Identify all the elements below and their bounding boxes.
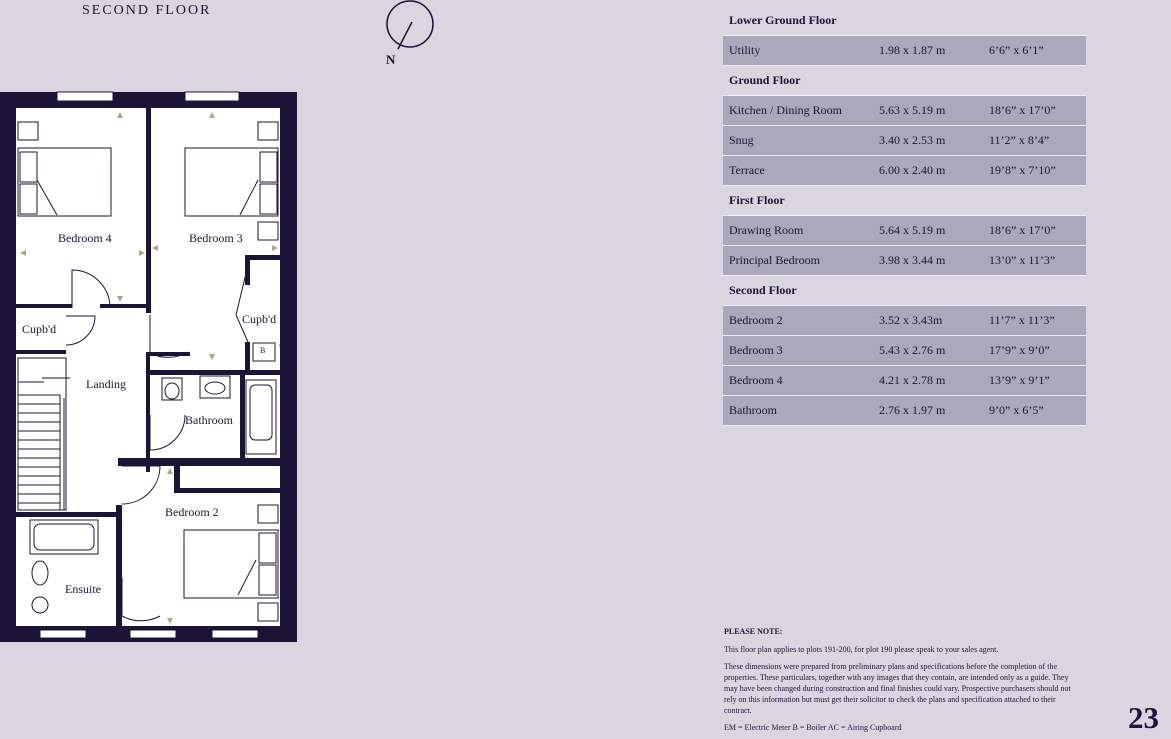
notes-plot-line: This floor plan applies to plots 191-200, for plot 190 please speak to your sales agent. xyxy=(724,645,999,654)
schedule-room-metric: 5.43 x 2.76 m xyxy=(873,336,983,366)
schedule-room-metric: 2.76 x 1.97 m xyxy=(873,396,983,426)
room-label-bedroom-2: Bedroom 2 xyxy=(165,505,219,519)
schedule-room-metric: 5.64 x 5.19 m xyxy=(873,216,983,246)
schedule-room-row xyxy=(723,96,1086,126)
notes-title: PLEASE NOTE: xyxy=(724,627,783,636)
schedule-room-row xyxy=(723,246,1086,276)
room-label-bedroom-4: Bedroom 4 xyxy=(58,231,112,245)
schedule-room-name: Terrace xyxy=(723,156,873,186)
schedule-room-row xyxy=(723,156,1086,186)
schedule-room-imperial: 11’7” x 11’3” xyxy=(983,306,1086,336)
schedule-section-row xyxy=(723,6,1086,36)
schedule-section-name: Lower Ground Floor xyxy=(723,6,1086,36)
schedule-room-imperial: 6’6” x 6’1” xyxy=(983,36,1086,66)
schedule-room-name: Bedroom 3 xyxy=(723,336,873,366)
schedule-room-imperial: 18’6” x 17’0” xyxy=(983,216,1086,246)
schedule-room-metric: 3.98 x 3.44 m xyxy=(873,246,983,276)
schedule-room-row xyxy=(723,306,1086,336)
schedule-room-name: Bedroom 4 xyxy=(723,366,873,396)
schedule-room-metric: 4.21 x 2.78 m xyxy=(873,366,983,396)
schedule-section-row xyxy=(723,276,1086,306)
schedule-room-row xyxy=(723,216,1086,246)
schedule-room-metric: 5.63 x 5.19 m xyxy=(873,96,983,126)
schedule-room-row xyxy=(723,336,1086,366)
floor-plan xyxy=(0,90,300,646)
schedule-room-name: Drawing Room xyxy=(723,216,873,246)
room-label-boiler: B xyxy=(260,346,266,355)
schedule-room-imperial: 13’0” x 11’3” xyxy=(983,246,1086,276)
schedule-room-imperial: 9’0” x 6’5” xyxy=(983,396,1086,426)
schedule-room-row xyxy=(723,396,1086,426)
room-label-bathroom: Bathroom xyxy=(185,413,233,427)
notes-legend: EM = Electric Meter B = Boiler AC = Airing Cupboard xyxy=(724,723,902,732)
schedule-room-metric: 6.00 x 2.40 m xyxy=(873,156,983,186)
room-label-cupboard-left: Cupb'd xyxy=(22,322,57,336)
schedule-section-row xyxy=(723,66,1086,96)
schedule-section-row xyxy=(723,186,1086,216)
schedule-room-row xyxy=(723,126,1086,156)
schedule-room-imperial: 19’8” x 7’10” xyxy=(983,156,1086,186)
schedule-room-imperial: 13’9” x 9’1” xyxy=(983,366,1086,396)
schedule-room-name: Snug xyxy=(723,126,873,156)
schedule-room-imperial: 18’6” x 17’0” xyxy=(983,96,1086,126)
schedule-room-imperial: 17’9” x 9’0” xyxy=(983,336,1086,366)
schedule-room-name: Kitchen / Dining Room xyxy=(723,96,873,126)
floor-title: SECOND FLOOR xyxy=(82,3,212,18)
schedule-room-name: Bedroom 2 xyxy=(723,306,873,336)
schedule-room-name: Utility xyxy=(723,36,873,66)
schedule-room-metric: 3.52 x 3.43m xyxy=(873,306,983,336)
schedule-room-name: Principal Bedroom xyxy=(723,246,873,276)
room-label-landing: Landing xyxy=(86,377,126,391)
compass-north-label: N xyxy=(386,52,396,67)
room-label-cupboard-right: Cupb'd xyxy=(242,312,277,326)
schedule-section-name: Ground Floor xyxy=(723,66,1086,96)
schedule-room-metric: 3.40 x 2.53 m xyxy=(873,126,983,156)
page-number: 23 xyxy=(1128,700,1159,735)
schedule-room-row xyxy=(723,36,1086,66)
schedule-room-name: Bathroom xyxy=(723,396,873,426)
room-label-bedroom-3: Bedroom 3 xyxy=(189,231,243,245)
schedule-room-metric: 1.98 x 1.87 m xyxy=(873,36,983,66)
schedule-section-name: Second Floor xyxy=(723,276,1086,306)
schedule-section-name: First Floor xyxy=(723,186,1086,216)
room-schedule-table xyxy=(723,6,1086,426)
room-label-ensuite: Ensuite xyxy=(65,582,101,596)
notes-block xyxy=(724,626,1084,739)
floor-plan-drawing xyxy=(0,90,300,646)
schedule-room-imperial: 11’2” x 8’4” xyxy=(983,126,1086,156)
notes-disclaimer: These dimensions were prepared from preliminary plans and specifications before the completion of the properties. These particulars, together with any images that they contain, are intended only as a guide. They may have been changed during construction and final finishes could vary. Prospective purchasers should not rely on this information but must get their solicitor to check the plans and specification attached to their contract. xyxy=(724,662,1071,715)
schedule-room-row xyxy=(723,366,1086,396)
